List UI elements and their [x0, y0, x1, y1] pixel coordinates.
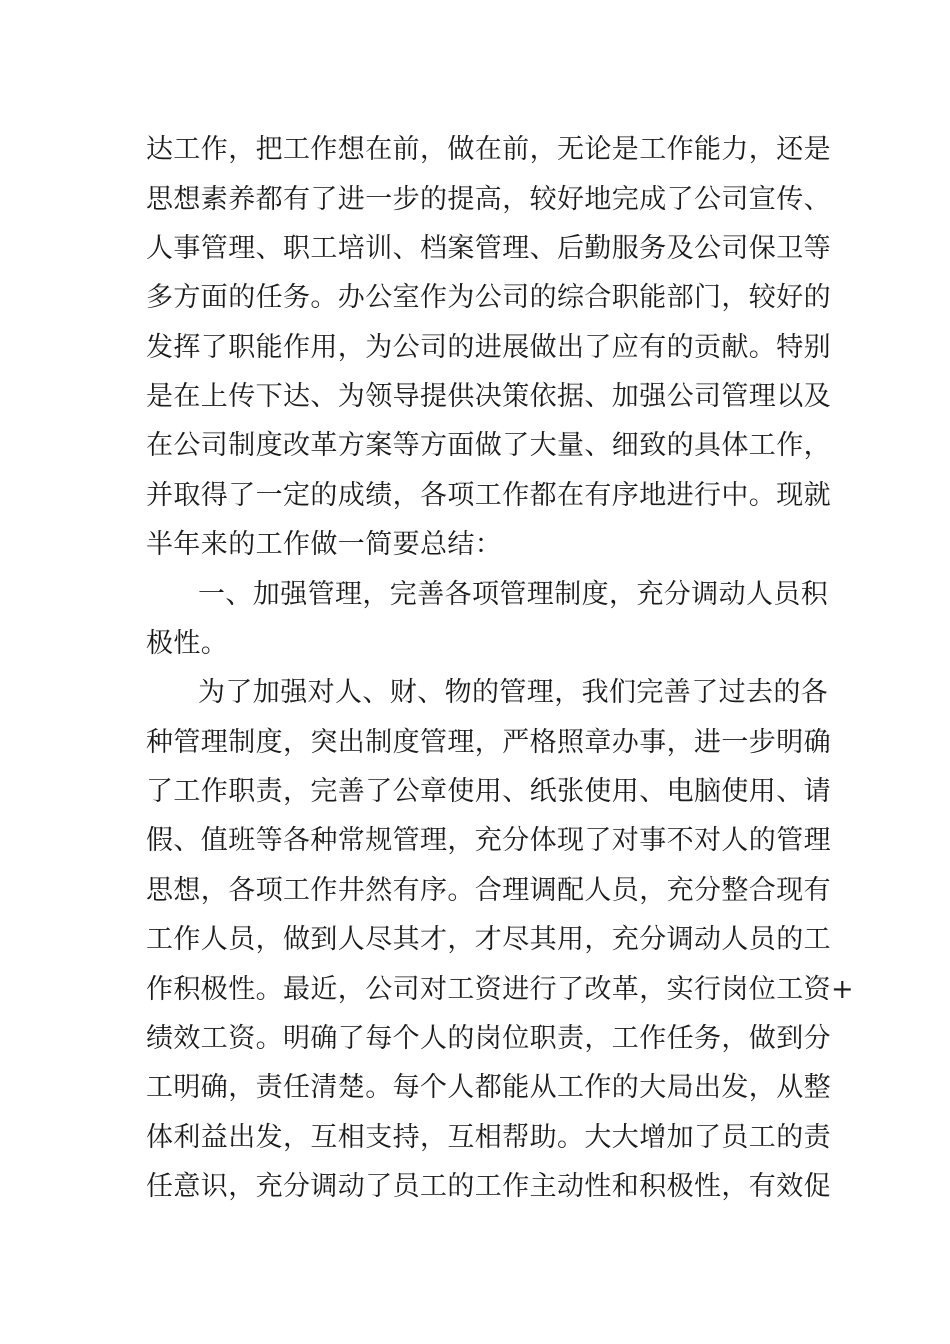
text-line: 人事管理、职工培训、档案管理、后勤服务及公司保卫等 [146, 233, 831, 264]
text-line: 多方面的任务。办公室作为公司的综合职能部门，较好的 [146, 282, 831, 313]
text-line: 体利益出发，互相支持，互相帮助。大大增加了员工的责 [146, 1122, 831, 1153]
text-line: 工作人员，做到人尽其才，才尽其用，充分调动人员的工 [146, 924, 831, 955]
text-line: 绩效工资。明确了每个人的岗位职责，工作任务，做到分 [146, 1023, 831, 1054]
text-line: 了工作职责，完善了公章使用、纸张使用、电脑使用、请 [146, 776, 831, 807]
text-line: 种管理制度，突出制度管理，严格照章办事，进一步明确 [146, 727, 831, 758]
text-line: 假、值班等各种常规管理，充分体现了对事不对人的管理 [146, 825, 831, 856]
section-heading-cont: 极性。 [146, 628, 229, 659]
text-line: 半年来的工作做一简要总结： [146, 529, 503, 560]
text-line: 达工作，把工作想在前，做在前，无论是工作能力，还是 [146, 134, 831, 165]
text-line: 作积极性。最近，公司对工资进行了改革，实行岗位工资+ [146, 974, 855, 1005]
section-heading: 一、加强管理，完善各项管理制度，充分调动人员积 [198, 579, 829, 610]
text-line: 任意识，充分调动了员工的工作主动性和积极性，有效促 [146, 1171, 831, 1202]
text-line: 并取得了一定的成绩，各项工作都在有序地进行中。现就 [146, 480, 831, 511]
text-line: 思想素养都有了进一步的提高，较好地完成了公司宣传、 [146, 184, 831, 215]
text-line: 是在上传下达、为领导提供决策依据、加强公司管理以及 [146, 381, 831, 412]
text-line: 工明确，责任清楚。每个人都能从工作的大局出发，从整 [146, 1072, 831, 1103]
paragraph-start: 为了加强对人、财、物的管理，我们完善了过去的各 [198, 677, 829, 708]
text-line: 思想，各项工作井然有序。合理调配人员，充分整合现有 [146, 875, 831, 906]
text-line: 发挥了职能作用，为公司的进展做出了应有的贡献。特别 [146, 332, 831, 363]
text-line: 在公司制度改革方案等方面做了大量、细致的具体工作， [146, 430, 831, 461]
